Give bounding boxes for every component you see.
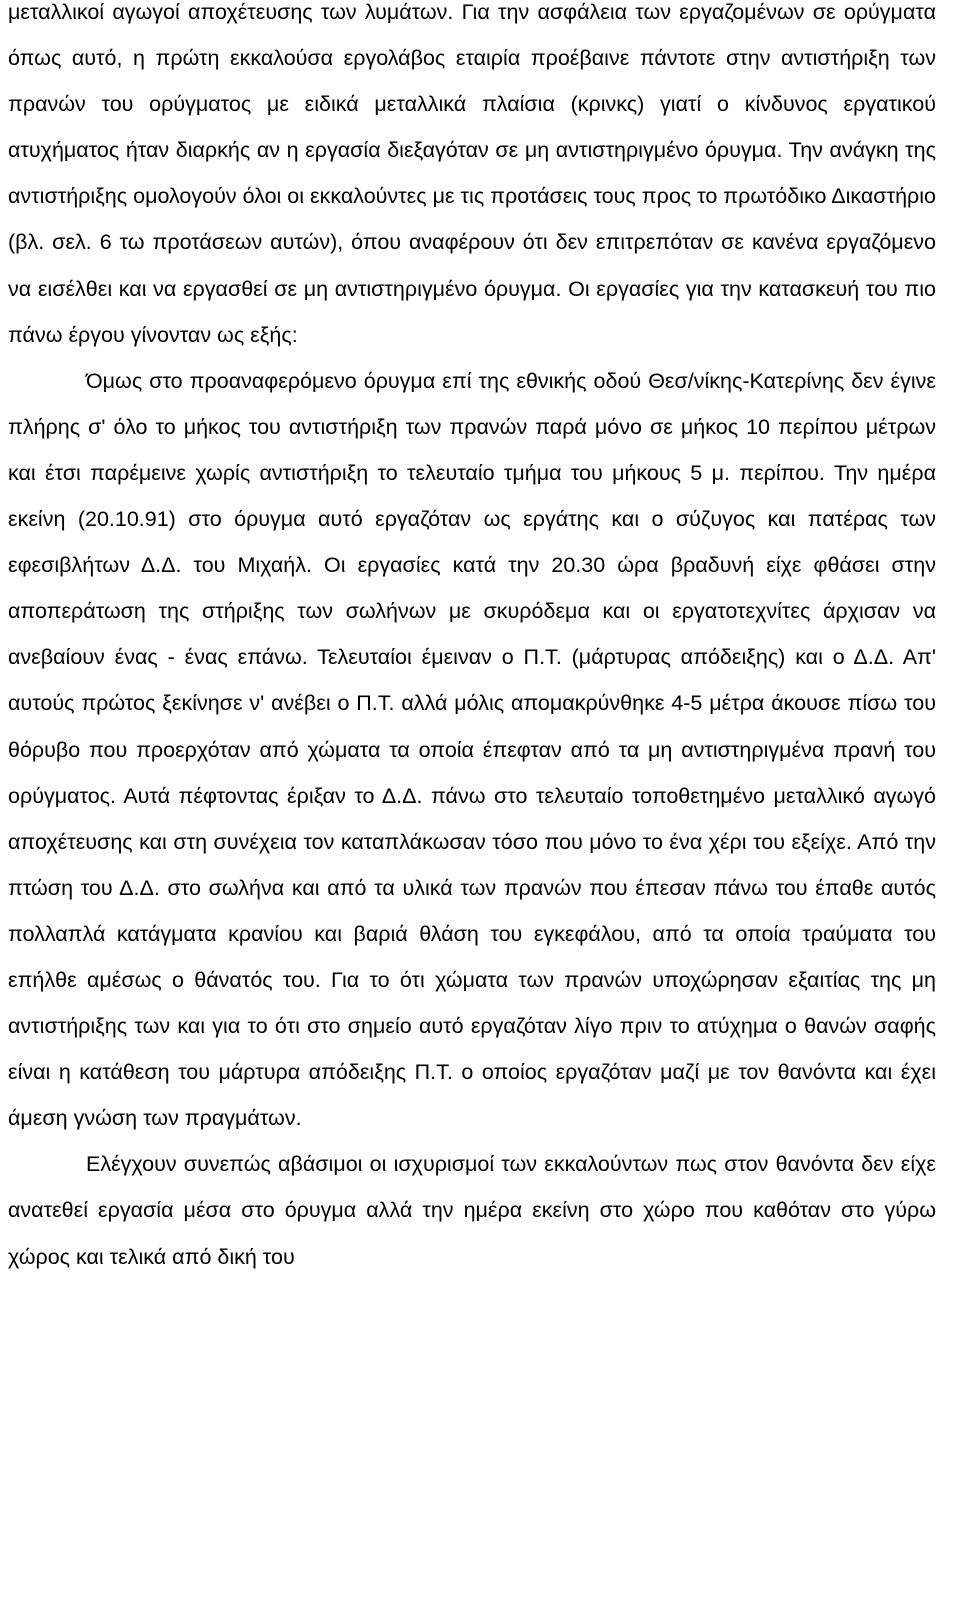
paragraph-2: Όμως στο προαναφερόμενο όρυγμα επί της εθνικής οδού Θεσ/νίκης-Κατερίνης δεν έγινε πλήρης σ' όλο το μήκος του αντιστήριξη των πρανών παρά μόνο σε μήκος 10 περίπου μέτρων και έτσι παρέμεινε χωρίς αντιστήριξη το τελευταίο τμήμα του μήκους 5 μ. περίπου. Την ημέρα εκείνη (20.10.91) στο όρυγμα αυτό εργαζόταν ως εργάτης και ο σύζυγος και πατέρας των εφεσιβλήτων Δ.Δ. του Μιχαήλ. Οι εργασίες κατά την 20.30 ώρα βραδυνή είχε φθάσει στην αποπεράτωση της στήριξης των σωλήνων με σκυρόδεμα και οι εργατοτεχνίτες άρχισαν να ανεβαίουν ένας - ένας επάνω. Τελευταίοι έμειναν ο Π.Τ. (μάρτυρας απόδειξης) και ο Δ.Δ. Απ' αυτούς πρώτος ξεκίνησε ν' ανέβει ο Π.Τ. αλλά μόλις απομακρύνθηκε 4-5 μέτρα άκουσε πίσω του θόρυβο που προερχόταν από χώματα τα οποία έπεφταν από τα μη αντιστηριγμένα πρανή του ορύγματος. Αυτά πέφτοντας έριξαν το Δ.Δ. πάνω στο τελευταίο τοποθετημένο μεταλλικό αγωγό αποχέτευσης και στη συνέχεια τον καταπλάκωσαν τόσο που μόνο το ένα χέρι του εξείχε. Από την πτώση του Δ.Δ. στο σωλήνα και από τα υλικά των πρανών που έπεσαν πάνω του έπαθε αυτός πολλαπλά κατάγματα κρανίου και βαριά θλάση του εγκεφάλου, από τα οποία τραύματα του επήλθε αμέσως ο θάνατός του. Για το ότι χώματα των πρανών υποχώρησαν εξαιτίας της μη αντιστήριξης των και για το ότι στο σημείο αυτό εργαζόταν λίγο πριν το ατύχημα ο θανών σαφής είναι η κατάθεση του μάρτυρα απόδειξης Π.Τ. ο οποίος εργαζόταν μαζί με τον θανόντα και έχει άμεση γνώση των πραγμάτων. [8, 368, 936, 1131]
document-page [8, 0, 936, 1599]
paragraph-3: Ελέγχουν συνεπώς αβάσιμοι οι ισχυρισμοί των εκκαλούντων πως στον θανόντα δεν είχε ανατεθεί εργασία μέσα στο όρυγμα αλλά την ημέρα εκείνη στο χώρο που καθόταν στο γύρω χώρος και τελικά από δική του [8, 1152, 936, 1269]
paragraph-1: μεταλλικοί αγωγοί αποχέτευσης των λυμάτων. Για την ασφάλεια των εργαζομένων σε ορύγματα όπως αυτό, η πρώτη εκκαλούσα εργολάβος εταιρία προέβαινε πάντοτε στην αντιστήριξη των πρανών του ορύγματος με ειδικά μεταλλικά πλαίσια (κρινκς) γιατί ο κίνδυνος εργατικού ατυχήματος ήταν διαρκής αν η εργασία διεξαγόταν σε μη αντιστηριγμένο όρυγμα. Την ανάγκη της αντιστήριξης ομολογούν όλοι οι εκκαλούντες με τις προτάσεις τους προς το πρωτόδικο Δικαστήριο (βλ. σελ. 6 τω προτάσεων αυτών), όπου αναφέρουν ότι δεν επιτρεπόταν σε κανένα εργαζόμενο να εισέλθει και να εργασθεί σε μη αντιστηριγμένο όρυγμα. Οι εργασίες για την κατασκευή του πιο πάνω έργου γίνονταν ως εξής: [8, 0, 936, 347]
